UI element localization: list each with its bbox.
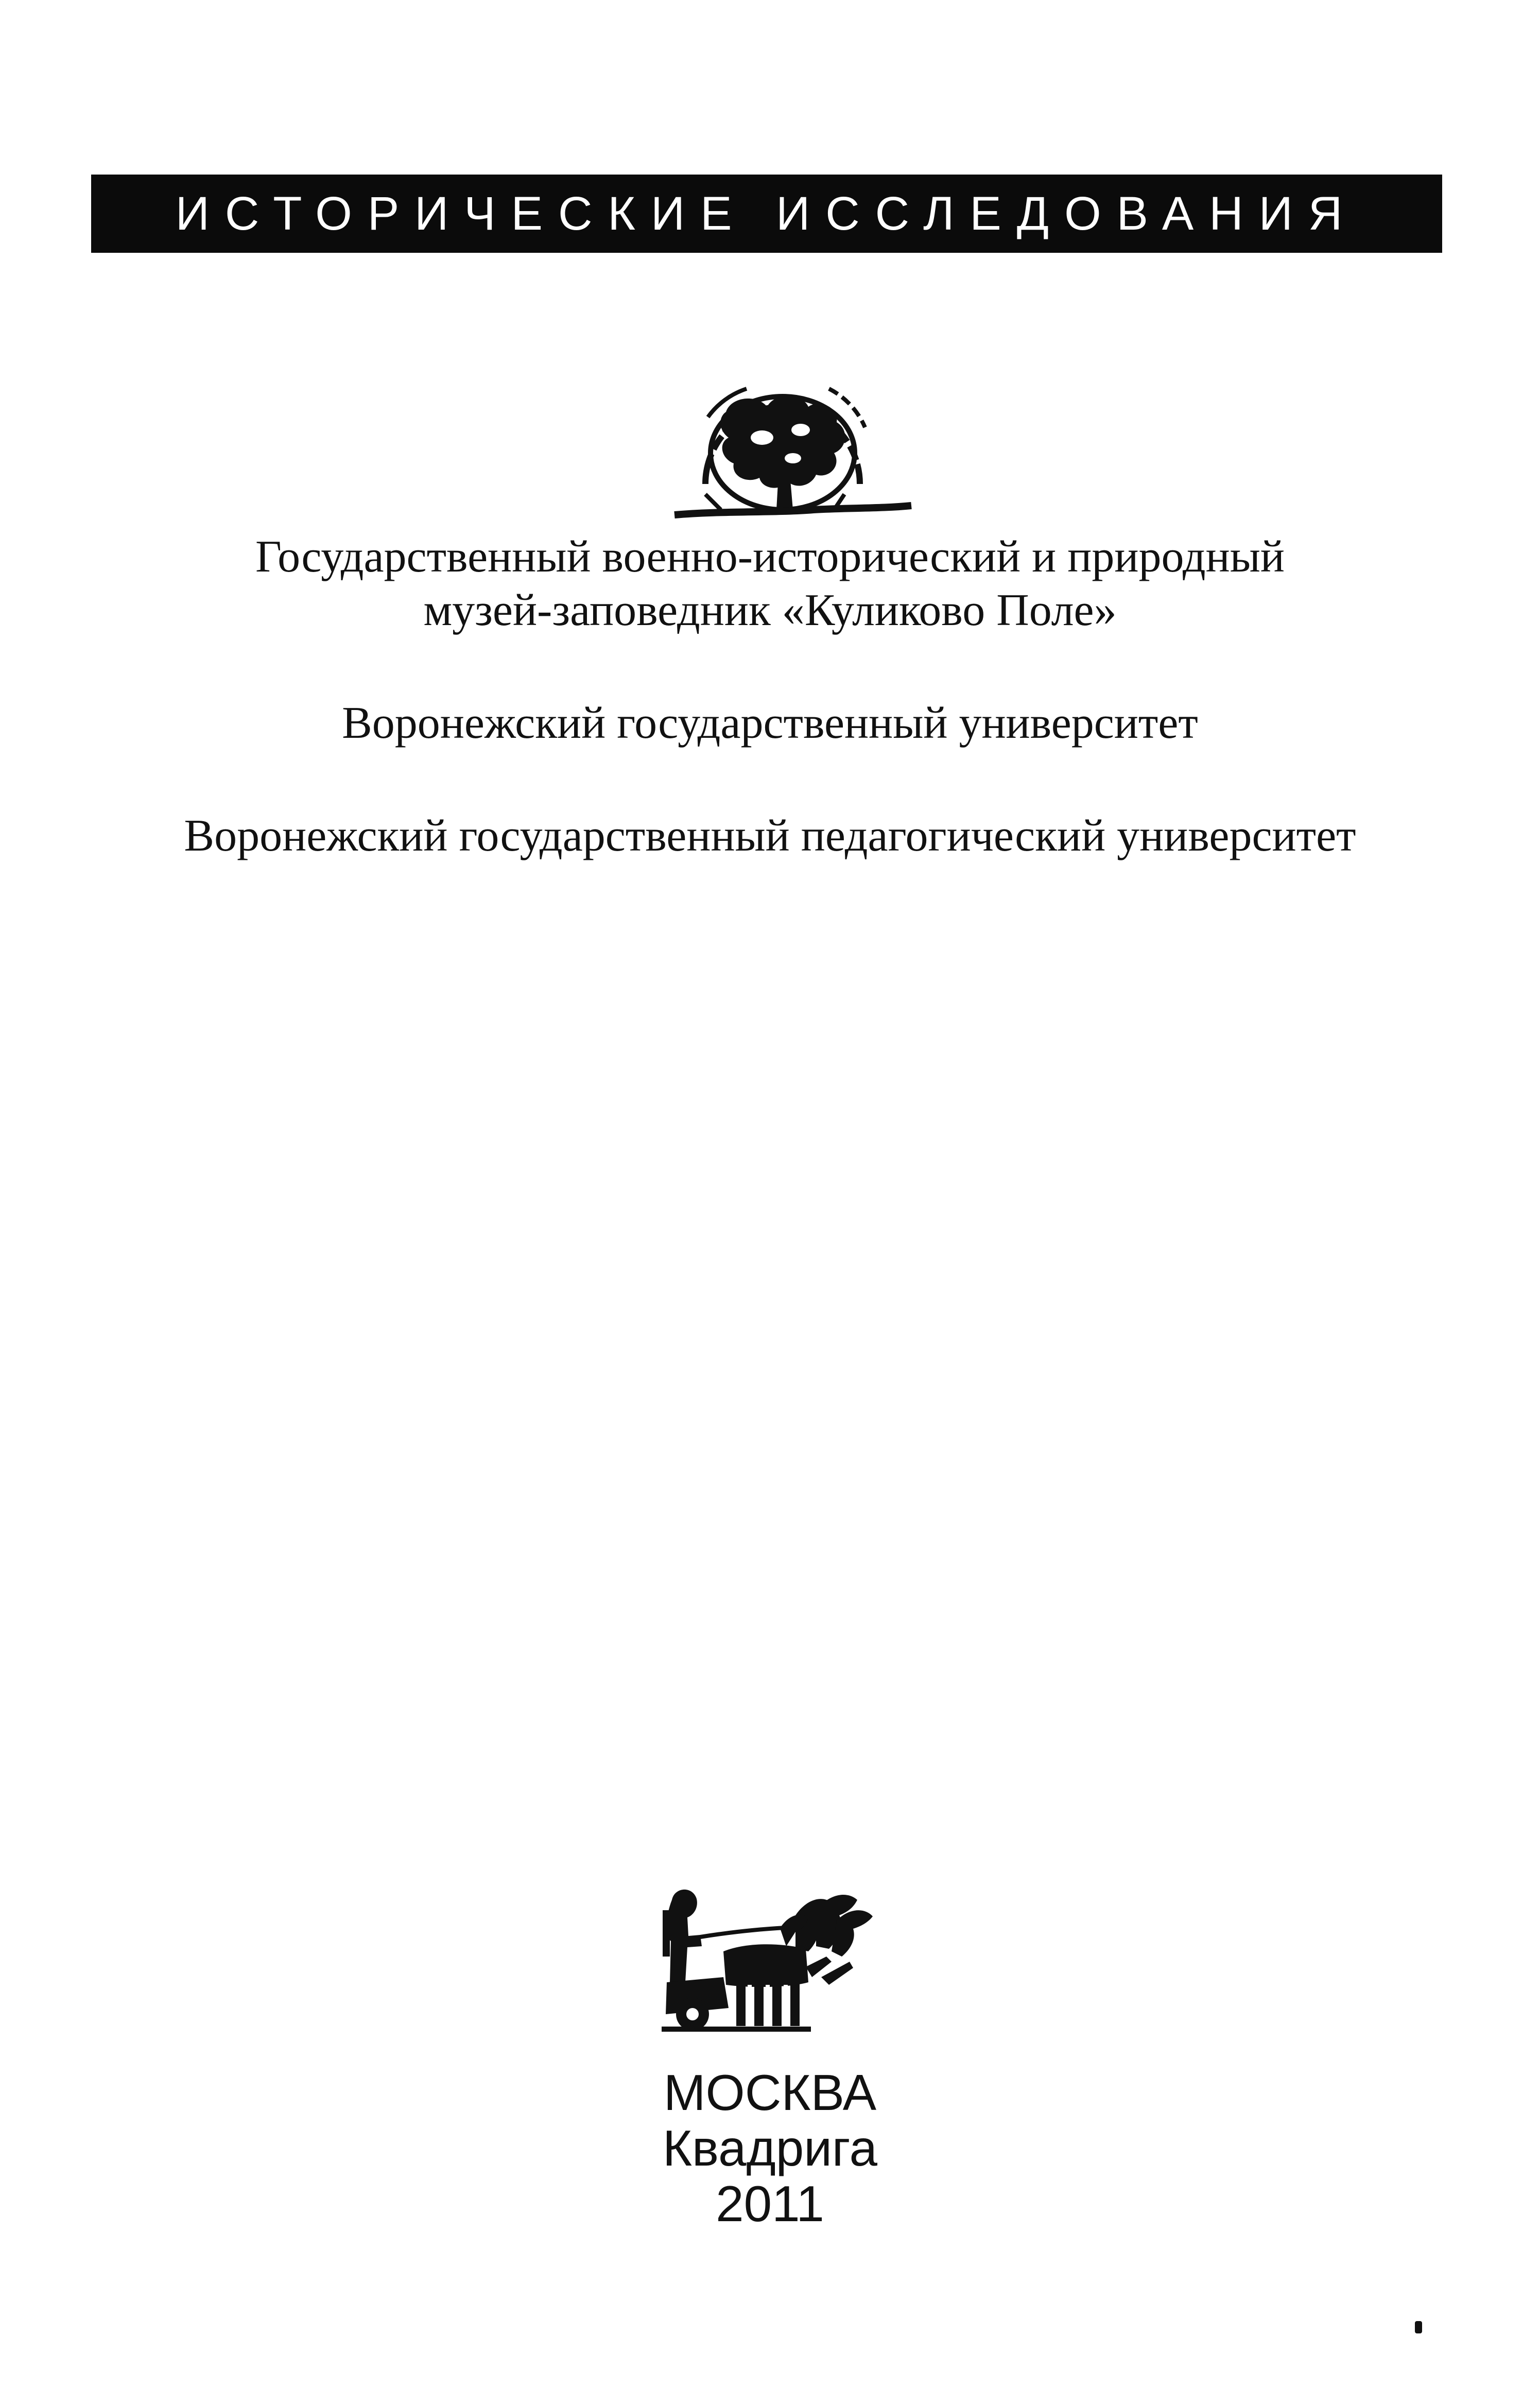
imprint-block xyxy=(0,2065,1540,2231)
university-name: Воронежский государственный университет xyxy=(342,698,1198,748)
imprint-city: МОСКВА xyxy=(663,2064,877,2121)
museum-emblem-icon xyxy=(644,340,922,530)
series-banner xyxy=(91,175,1442,253)
museum-name xyxy=(0,530,1540,637)
museum-name-line2: музей-заповедник «Куликово Поле» xyxy=(423,585,1117,635)
imprint-year: 2011 xyxy=(716,2175,824,2232)
institutions-block xyxy=(0,530,1540,863)
quadriga-chariot-icon xyxy=(651,1879,878,2034)
print-mark xyxy=(1415,2321,1422,2333)
imprint-publisher: Квадрига xyxy=(662,2120,878,2176)
series-title: ИСТОРИЧЕСКИЕ ИССЛЕДОВАНИЯ xyxy=(175,187,1358,240)
pedagogical-university-name: Воронежский государственный педагогический университет xyxy=(184,811,1356,861)
museum-name-line1: Государственный военно-исторический и природный xyxy=(255,532,1285,582)
